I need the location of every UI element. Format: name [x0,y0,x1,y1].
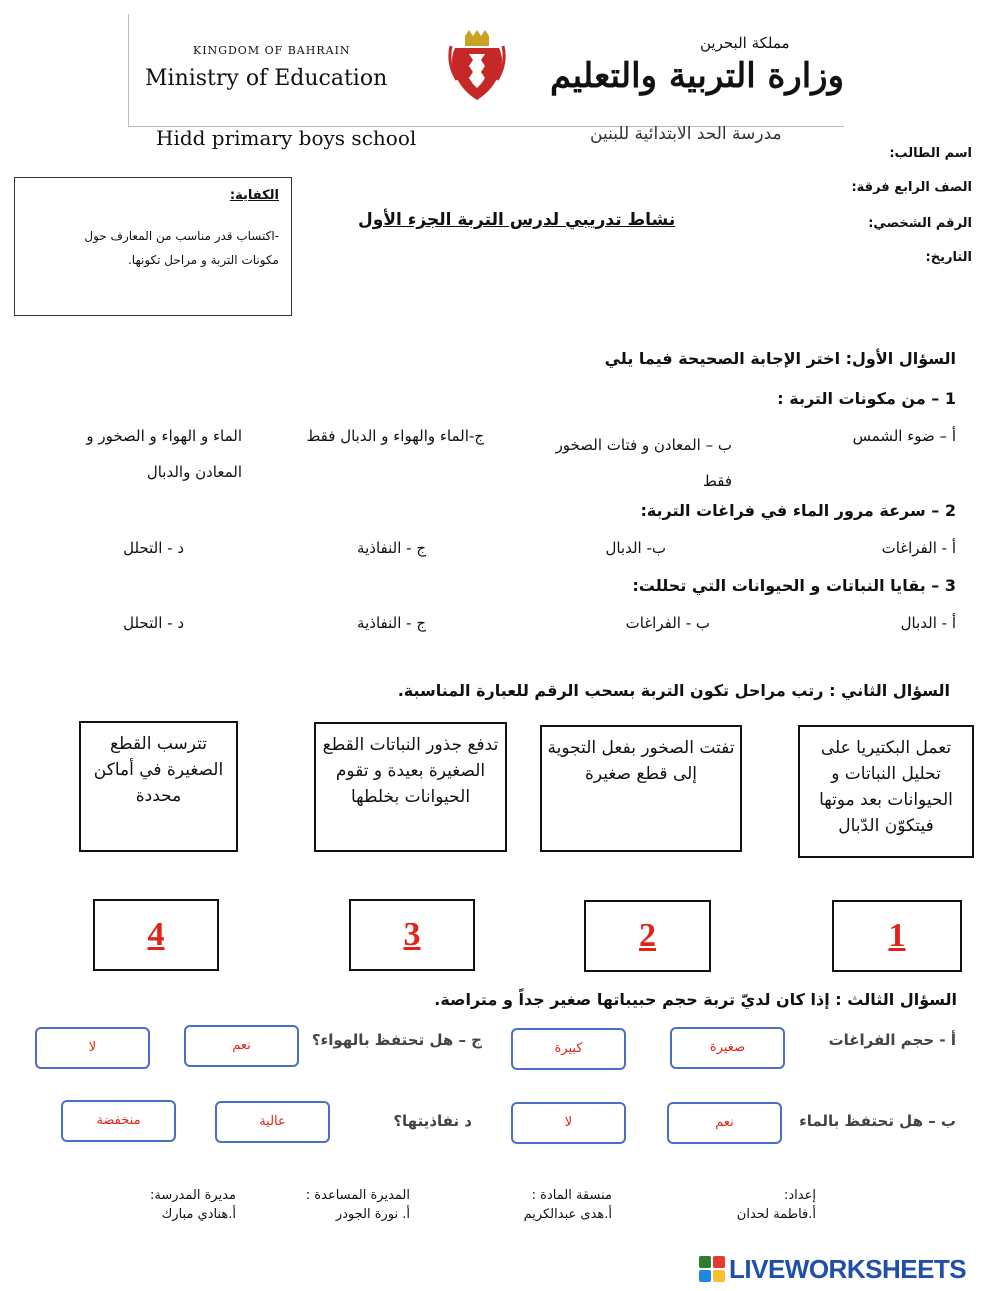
q3-c-option-yes[interactable]: نعم [184,1025,299,1067]
student-name-label: اسم الطالب: [889,146,972,161]
q1-item-3: 3 – بقايا النباتات و الحيوانات التي تحللت: [632,576,956,595]
q1-heading: السؤال الأول: اختر الإجابة الصحيحة فيما يلي [604,349,956,368]
signature-coordinator [524,1186,612,1224]
signature-assistant-principal [306,1186,410,1224]
signature-role: المديرة المساعدة : [305,1188,410,1203]
liveworksheets-logo[interactable] [699,1254,966,1284]
logo-block-icon [713,1270,725,1282]
drag-number-1[interactable]: 1 [832,900,962,972]
date-label: التاريخ: [925,250,972,265]
q1-1-option-d[interactable]: الماء و الهواء و الصخور و المعادن والدبال [86,427,242,481]
q3-heading: السؤال الثالث : إذا كان لديّ تربة حجم حبيباتها صغير جداً و متراصة. [434,990,957,1009]
competence-text: -اكتساب قدر مناسب من المعارف حول مكونات التربة و مراحل تكونها. [84,229,279,267]
drag-number-2[interactable]: 2 [584,900,711,972]
signature-name: أ.فاطمة لحدان [736,1207,816,1222]
q3-b-label: ب – هل تحتفظ بالماء [799,1112,956,1130]
q1-3-option-a[interactable]: أ - الدبال [900,614,956,632]
q1-item-1: 1 – من مكونات التربة : [777,389,956,408]
ministry-ar: وزارة التربية والتعليم [550,56,844,96]
q3-d-label: د نفاذيتها؟ [393,1112,472,1130]
q3-b-option-yes[interactable]: نعم [667,1102,782,1144]
q1-1-option-b[interactable]: ب – المعادن و فتات الصخور فقط [555,436,732,490]
signature-prepared [737,1186,816,1224]
signature-principal [150,1186,236,1224]
q3-a-option-small[interactable]: صغيرة [670,1027,785,1069]
q1-3-option-b[interactable]: ب - الفراغات [625,614,710,632]
q1-2-option-b[interactable]: ب- الدبال [605,539,666,557]
stage-box-bacteria[interactable]: تعمل البكتيريا على تحليل النباتات و الحيوانات بعد موتها فيتكوّن الدّبال [798,725,974,858]
logo-block-icon [699,1270,711,1282]
liveworksheets-brand: LIVEWORKSHEETS [729,1253,967,1284]
student-class-label: الصف الرابع فرقة: [851,180,972,195]
q1-3-option-d[interactable]: د - التحلل [123,614,184,632]
q1-2-option-d[interactable]: د - التحلل [123,539,184,557]
logo-block-icon [713,1256,725,1268]
kingdom-en: KINGDOM OF BAHRAIN [193,44,351,57]
signature-role: منسقة المادة : [531,1188,612,1203]
q1-1-option-a[interactable]: أ – ضوء الشمس [852,427,956,445]
drag-number-3[interactable]: 3 [349,899,475,971]
q2-heading: السؤال الثاني : رتب مراحل تكون التربة بسحب الرقم للعبارة المناسبة. [397,681,950,700]
drag-number-4[interactable]: 4 [93,899,219,971]
school-name-ar: مدرسة الحد الابتدائية للبنين [590,124,782,144]
worksheet-title: نشاط تدريبي لدرس التربة الجزء الأول [358,210,676,230]
signature-role: مديرة المدرسة: [150,1188,236,1203]
ministry-en: Ministry of Education [145,66,388,91]
q3-d-option-low[interactable]: منخفضة [61,1100,176,1142]
q3-d-option-high[interactable]: عالية [215,1101,330,1143]
competence-box [14,177,292,316]
competence-title: الكفاية: [229,188,279,203]
q3-a-option-large[interactable]: كبيرة [511,1028,626,1070]
signature-name: أ.هدى عبدالكريم [523,1207,612,1222]
bahrain-emblem-icon [447,30,507,102]
liveworksheets-logo-icon [699,1256,725,1282]
signature-name: أ. نورة الجودر [335,1207,410,1222]
kingdom-ar: مملكة البحرين [700,34,790,52]
q1-2-option-a[interactable]: أ - الفراغات [881,539,956,557]
stage-box-roots[interactable]: تدفع جذور النباتات القطع الصغيرة بعيدة و تقوم الحيوانات بخلطها [314,722,507,852]
signature-role: إعداد: [784,1188,816,1203]
q1-1-option-c[interactable]: ج-الماء والهواء و الدبال فقط [306,427,484,445]
q3-c-label: ج – هل تحتفظ بالهواء؟ [311,1031,482,1049]
logo-block-icon [699,1256,711,1268]
q3-a-label: أ - حجم الفراغات [828,1031,956,1049]
q1-item-2: 2 – سرعة مرور الماء في فراغات التربة: [640,501,956,520]
q3-c-option-no[interactable]: لا [35,1027,150,1069]
q1-3-option-c[interactable]: ج - النفاذية [357,614,426,632]
signature-name: أ.هنادي مبارك [161,1207,236,1222]
stage-box-deposit[interactable]: تترسب القطع الصغيرة في أماكن محددة [79,721,238,852]
school-name-en: Hidd primary boys school [156,126,417,150]
student-id-label: الرقم الشخصي: [868,216,972,231]
q1-2-option-c[interactable]: ج - النفاذية [357,539,426,557]
q3-b-option-no[interactable]: لا [511,1102,626,1144]
stage-box-weathering[interactable]: تفتت الصخور بفعل التجوية إلى قطع صغيرة [540,725,742,852]
